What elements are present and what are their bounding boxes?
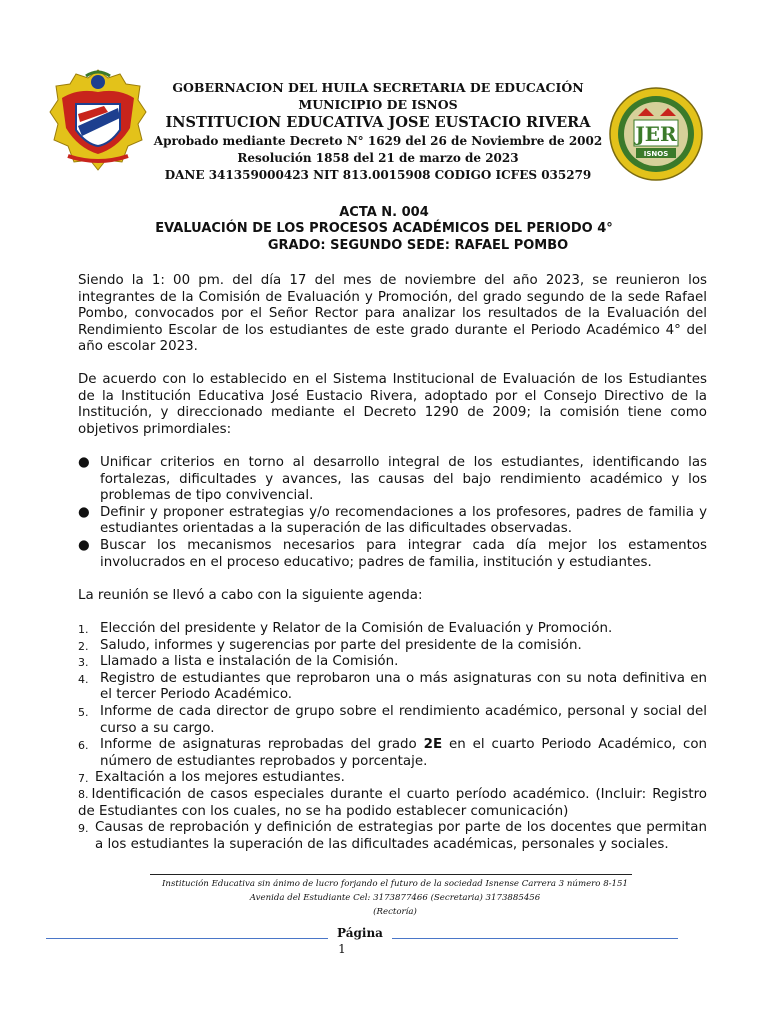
agenda-text: Informe de asignaturas reprobadas del grado: [100, 737, 424, 753]
seal-isnos-text: ISNOS: [643, 150, 669, 158]
header-line-institucion: INSTITUCION EDUCATIVA JOSE EUSTACIO RIVERA: [165, 114, 591, 131]
agenda-number: 8.: [78, 787, 89, 801]
list-item: [78, 704, 707, 737]
footer-line-3: (Rectoría): [373, 907, 417, 917]
agenda-text: Llamado a lista e instalación de la Comisión.: [100, 654, 399, 670]
agenda-text: Exaltación a los mejores estudiantes.: [95, 770, 345, 786]
bullet-icon: ●: [78, 504, 90, 520]
list-item: [78, 538, 707, 571]
header-line-dane: DANE 341359000423 NIT 813.0015908 CODIGO ICFES 035279: [164, 168, 592, 182]
grade-sede-title: GRADO: SEGUNDO SEDE: RAFAEL POMBO: [267, 238, 569, 253]
seal-letters: JER: [635, 122, 677, 146]
header-line-municipio: MUNICIPIO DE ISNOS: [298, 97, 458, 112]
list-item: [78, 737, 707, 770]
agenda-text: Identificación de casos especiales durante el cuarto período académico. (Incluir: Registro de Estudiantes con los cuales, no se ha podido establecer comunicación): [78, 786, 707, 819]
intro-paragraph: Siendo la 1: 00 pm. del día 17 del mes de noviembre del año 2023, se reunieron los integrantes de la Comisión de Evaluación y Promoción, del grado segundo de la sede Rafael Pombo, convocados por el Señor Rector para analizar los resultados de la Evaluación del Rendimiento Escolar de los estudiantes de este grado durante el Periodo Académico 4° del año escolar 2023.: [78, 273, 707, 355]
page-rule-left: [46, 938, 328, 939]
agenda-text: Informe de cada director de grupo sobre el rendimiento académico, personal y social del curso a su cargo.: [100, 703, 707, 736]
acta-number: ACTA N. 004: [339, 205, 429, 220]
list-item: [78, 671, 707, 704]
school-seal-logo: [608, 86, 704, 182]
grade-code: 2E: [423, 737, 443, 753]
header-line-gobernacion: GOBERNACION DEL HUILA SECRETARIA DE EDUCACIÓN: [172, 80, 584, 95]
page-number: 1: [338, 942, 346, 956]
page-label: Página: [337, 926, 383, 940]
bullet-icon: ●: [78, 537, 90, 553]
list-item: [78, 505, 707, 538]
objectives-list: [78, 455, 707, 571]
agenda-text: Elección del presidente y Relator de la Comisión de Evaluación y Promoción.: [100, 621, 613, 636]
list-item: [78, 654, 707, 671]
list-item: [78, 638, 707, 655]
agenda-intro: La reunión se llevó a cabo con la siguiente agenda:: [78, 588, 423, 603]
agenda-number: 6.: [78, 739, 89, 753]
footer-line-1: Institución Educativa sin ánimo de lucro forjando el futuro de la sociedad Isnense Carrera 3 número 8-151: [162, 879, 628, 889]
agenda-text: Saludo, informes y sugerencias por parte del presidente de la comisión.: [100, 637, 582, 653]
agenda-number: 7.: [78, 772, 89, 786]
agenda-number: 3.: [78, 656, 89, 670]
agenda-text: en el cuarto Periodo Académico, con número de estudiantes reprobados y porcentaje.: [100, 737, 707, 769]
footer-line-2: Avenida del Estudiante Cel: 3173877466 (Secretaria) 3173885456: [249, 893, 541, 903]
footer-divider: [150, 874, 632, 875]
objectives-paragraph: De acuerdo con lo establecido en el Sistema Institucional de Evaluación de los Estudiantes de la Institución Educativa José Eustacio Rivera, adoptado por el Consejo Directivo de la Institución, y direccionado mediante el Decreto 1290 de 2009; la comisión tiene como objetivos primordiales:: [78, 372, 707, 437]
agenda-number: 4.: [78, 672, 89, 686]
bullet-text: Definir y proponer estrategias y/o recomendaciones a los profesores, padres de familia y estudiantes orientadas a la superación de las dificultades observadas.: [100, 504, 707, 537]
agenda-number: 5.: [78, 705, 89, 719]
page-rule-right: [392, 938, 678, 939]
list-item: [78, 820, 707, 853]
list-item: [78, 621, 707, 638]
bullet-text: Unificar criterios en torno al desarrollo integral de los estudiantes, identificando las fortalezas, dificultades y avances, las causas del bajo rendimiento académico y los problemas de tipo convivencial.: [100, 455, 707, 504]
list-item: [78, 787, 707, 820]
agenda-number: 9.: [78, 822, 89, 836]
agenda-text: Causas de reprobación y definición de estrategias por parte de los docentes que permitan a los estudiantes la superación de las dificultades académicas, personales y sociales.: [95, 820, 707, 852]
agenda-number: 1.: [78, 623, 89, 636]
agenda-list: [78, 621, 707, 853]
list-item: [78, 770, 707, 787]
list-item: [78, 455, 707, 505]
header-line-decreto: Aprobado mediante Decreto N° 1629 del 26 de Noviembre de 2002: [153, 134, 603, 148]
huila-coat-of-arms-logo: [48, 68, 148, 172]
bullet-icon: ●: [78, 455, 90, 470]
header-line-resolucion: Resolución 1858 del 21 de marzo de 2023: [237, 151, 519, 165]
agenda-number: 2.: [78, 639, 89, 653]
bullet-text: Buscar los mecanismos necesarios para integrar cada día mejor los estamentos involucrados en el proceso educativo; padres de familia, institución y estudiantes.: [100, 537, 707, 570]
agenda-text: Registro de estudiantes que reprobaron una o más asignaturas con su nota definitiva en el tercer Periodo Académico.: [100, 670, 707, 703]
evaluation-title: EVALUACIÓN DE LOS PROCESOS ACADÉMICOS DEL PERIODO 4°: [155, 221, 613, 236]
